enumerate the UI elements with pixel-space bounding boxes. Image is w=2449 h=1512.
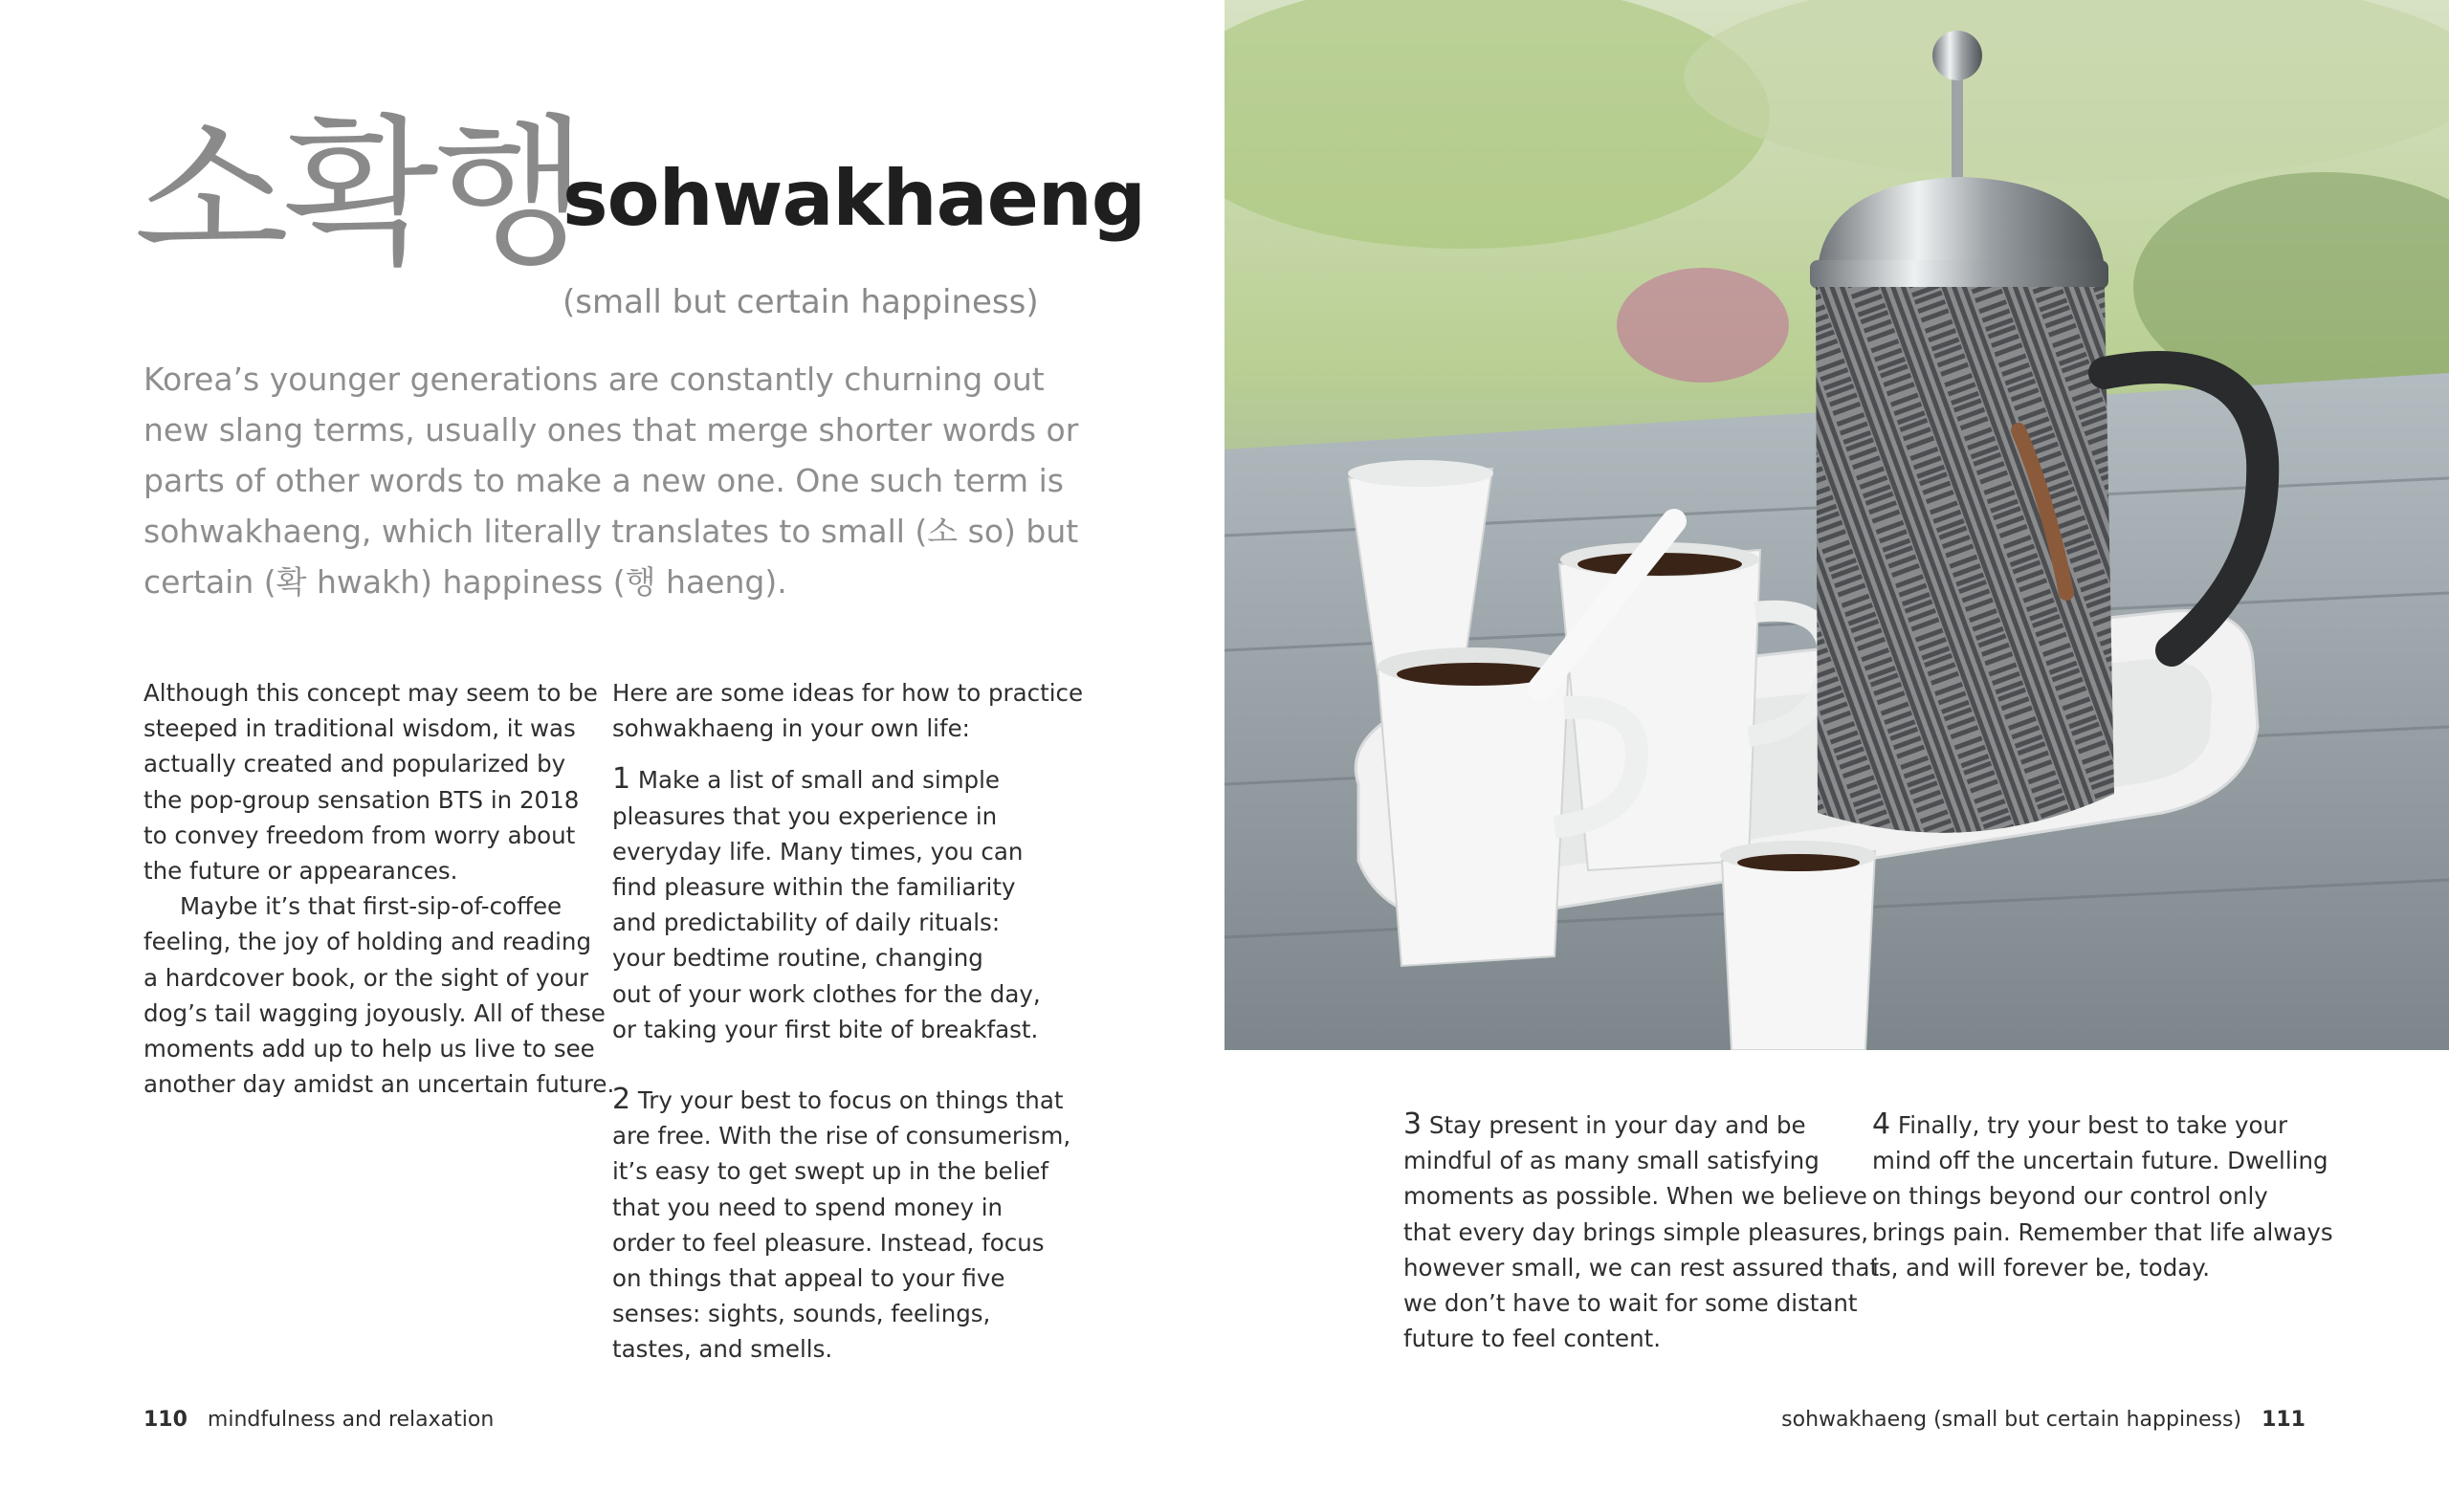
body-line: a hardcover book, or the sight of your <box>143 963 589 992</box>
body-line: another day amidst an uncertain future. <box>143 1070 615 1099</box>
tip-3-line: that every day brings simple pleasures, <box>1403 1217 1869 1246</box>
tip-1-line: and predictability of daily rituals: <box>612 909 1001 937</box>
title-gloss: (small but certain happiness) <box>563 283 1039 321</box>
body-line: feeling, the joy of holding and reading <box>143 928 592 956</box>
tip-4-line: on things beyond our control only <box>1872 1182 2268 1211</box>
body-line: Maybe it’s that first-sip-of-coffee <box>180 892 563 921</box>
tip-1-line: out of your work clothes for the day, <box>612 979 1041 1008</box>
intro-paragraph <box>143 354 1079 607</box>
tip-1-line: 1 Make a list of small and simple <box>612 762 1000 797</box>
tip-2-line: that you need to spend money in <box>612 1193 1004 1221</box>
tip-3-line: 3 Stay present in your day and be <box>1403 1107 1806 1141</box>
tip-2-line: on things that appeal to your five <box>612 1264 1005 1293</box>
body-line: actually created and popularized by <box>143 750 566 778</box>
tip-2-line: senses: sights, sounds, feelings, <box>612 1300 991 1328</box>
tip-number: 3 <box>1403 1107 1423 1141</box>
body-line: the future or appearances. <box>143 857 458 886</box>
tip-number: 4 <box>1872 1107 1891 1141</box>
tip-3-line: we don’t have to wait for some distant <box>1403 1289 1858 1318</box>
tip-3-line: mindful of as many small satisfying <box>1403 1147 1820 1175</box>
running-head-right: sohwakhaeng (small but certain happiness) <box>1781 1408 2242 1432</box>
intro-line: parts of other words to make a new one. One such term is <box>143 462 1064 499</box>
body-line: steeped in traditional wisdom, it was <box>143 714 576 743</box>
title-romanized: sohwakhaeng <box>563 154 1146 243</box>
tip-2-line: order to feel pleasure. Instead, focus <box>612 1228 1045 1257</box>
tip-1-line: your bedtime routine, changing <box>612 944 983 973</box>
intro-line: sohwakhaeng, which literally translates to small (소 so) but <box>143 513 1079 550</box>
body-line: moments add up to help us live to see <box>143 1035 595 1063</box>
tip-2-line: it’s easy to get swept up in the belief <box>612 1157 1049 1186</box>
tip-3-line: however small, we can rest assured that <box>1403 1253 1880 1282</box>
running-head-left: mindfulness and relaxation <box>207 1408 495 1432</box>
body-line: the pop-group sensation BTS in 2018 <box>143 785 580 814</box>
tip-4-line: 4 Finally, try your best to take your <box>1872 1107 2288 1141</box>
footer-right <box>1781 1408 2306 1432</box>
french-press-photo <box>1224 0 2449 1050</box>
body-line: Although this concept may seem to be <box>143 679 598 707</box>
intro-line: new slang terms, usually ones that merge shorter words or <box>143 411 1079 449</box>
footer-left <box>143 1408 494 1432</box>
tip-1-line: find pleasure within the familiarity <box>612 873 1016 902</box>
lead-line: sohwakhaeng in your own life: <box>612 714 970 743</box>
tip-2-line: 2 Try your best to focus on things that <box>612 1083 1064 1117</box>
tip-4-line: brings pain. Remember that life always <box>1872 1217 2333 1246</box>
intro-line: Korea’s younger generations are constantly churning out <box>143 361 1045 398</box>
tip-1-line: pleasures that you experience in <box>612 801 998 830</box>
body-column-4 <box>1872 1107 2333 1285</box>
body-line: dog’s tail wagging joyously. All of these <box>143 998 606 1027</box>
tip-number: 1 <box>612 762 631 797</box>
tip-3-line: future to feel content. <box>1403 1325 1662 1353</box>
tip-1-line: or taking your first bite of breakfast. <box>612 1015 1039 1043</box>
tip-number: 2 <box>612 1083 631 1117</box>
body-column-3 <box>1403 1107 1880 1356</box>
tip-4-line: mind off the uncertain future. Dwelling <box>1872 1147 2328 1175</box>
page-number-right: 111 <box>2261 1408 2306 1432</box>
body-column-1 <box>143 675 615 1102</box>
title-hangul: 소확행 <box>134 99 583 287</box>
body-column-2 <box>612 675 1084 1368</box>
body-line: to convey freedom from worry about <box>143 821 576 849</box>
lead-line: Here are some ideas for how to practice <box>612 679 1084 707</box>
tip-4-line: is, and will forever be, today. <box>1872 1253 2211 1282</box>
intro-line: certain (확 hwakh) happiness (행 haeng). <box>143 563 787 601</box>
tip-2-line: tastes, and smells. <box>612 1335 833 1364</box>
tip-3-line: moments as possible. When we believe <box>1403 1182 1867 1211</box>
page-number-left: 110 <box>143 1408 188 1432</box>
tip-1-line: everyday life. Many times, you can <box>612 837 1024 866</box>
tip-2-line: are free. With the rise of consumerism, <box>612 1122 1071 1150</box>
